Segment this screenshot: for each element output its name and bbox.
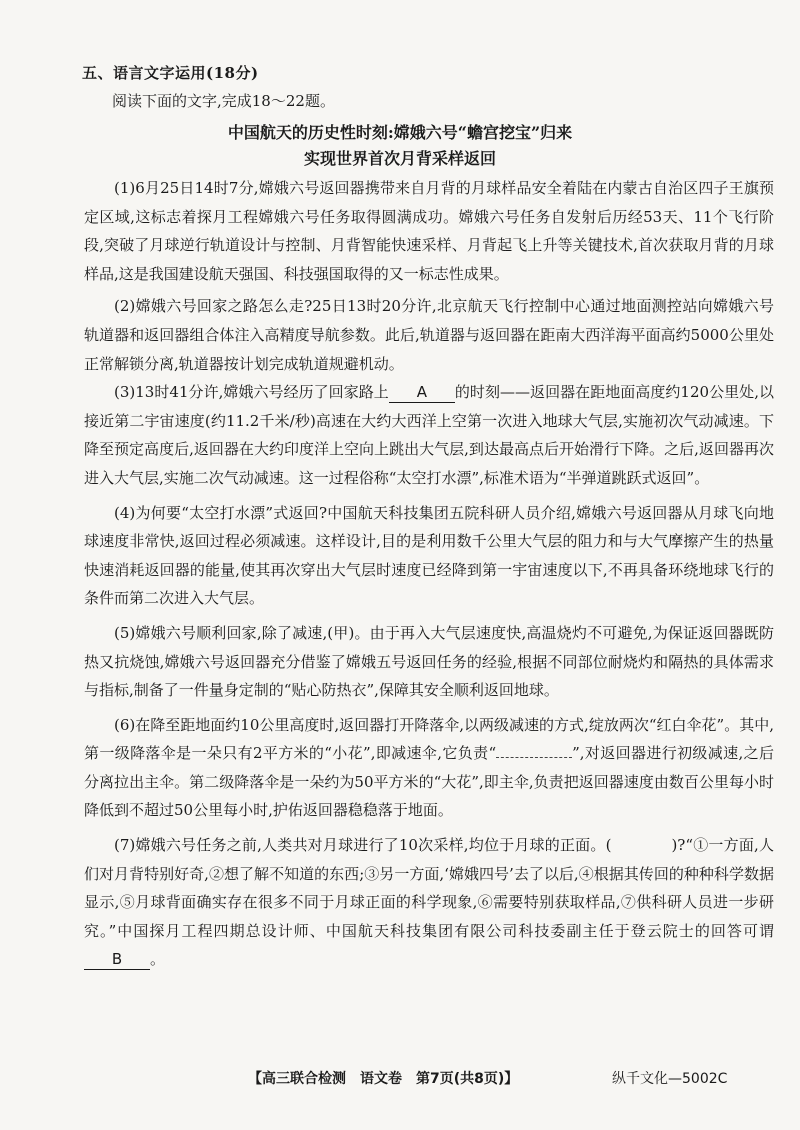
paragraph-7 [84,831,774,974]
blank-b: B [84,949,150,970]
paragraph-3 [84,378,774,492]
paragraph-1: (1)6月25日14时7分,嫦娥六号返回器携带来自月背的月球样品安全着陆在内蒙古自治区四子王旗预定区域,这标志着探月工程嫦娥六号任务取得圆满成功。嫦娥六号任务自发射后历经53天、11个飞行阶段,突破了月球逆行轨道设计与控制、月背智能快速采样、月背起飞上升等关键技术,首次获取月背的月球样品,这是我国建设航天强国、科技强国取得的又一标志性成果。 [84,179,774,283]
exam-footer: 【高三联合检测 语文卷 第7页(共8页)】 [248,1071,519,1087]
article-body [84,174,774,974]
paragraph-6-text-before: (6)在降至距地面约10公里高度时,返回器打开降落伞,以两级减速的方式,绽放两次“红白伞花”。其中,第一级降落伞是一朵只有2平方米的“小花”,即减速伞,它负责“ [84,715,774,763]
paragraph-6 [84,711,774,825]
publisher-code: 纵千文化—5002C [612,1071,728,1087]
reading-instruction: 阅读下面的文字,完成18～22题。 [112,92,335,110]
paragraph-7-text-mid: )?“①一方面,人们对月背特别好奇,②想了解不知道的东西;③另一方面,‘嫦娥四号’去了以后,④根据其传回的种种科学数据显示,⑤月球背面确实存在很多不同于月球正面的科学现象,⑥需要特别获取样品,⑦供科研人员进一步研究。”中国探月工程四期总设计师、中国航天科技集团有限公司科技委副主任于登云院士的回答可谓 [84,836,774,940]
paragraph-2: (2)嫦娥六号回家之路怎么走?25日13时20分许,北京航天飞行控制中心通过地面测控站向嫦娥六号轨道器和返回器组合体注入高精度导航参数。此后,轨道器与返回器在距南大西洋海平面高约5000公里处正常解锁分离,轨道器按计划完成轨道规避机动。 [84,297,774,373]
paragraph-5-text-before: (5)嫦娥六号顺利回家,除了减速,( [114,623,334,642]
paragraph-4: (4)为何要“太空打水漂”式返回?中国航天科技集团五院科研人员介绍,嫦娥六号返回器从月球飞向地球速度非常快,返回过程必须减速。这样设计,目的是利用数千公里大气层的阻力和与大气摩擦产生的热量快速消耗返回器的能量,使其再次穿出大气层时速度已经降到第一宇宙速度以下,不再具备环绕地球飞行的条件而第二次进入大气层。 [84,503,774,608]
paragraph-3-text-after: 的时刻——返回器在距地面高度约120公里处,以接近第二宇宙速度(约11.2千米/秒)高速在大约大西洋上空第一次进入地球大气层,实施初次气动减速。下降至预定高度后,返回器在大约印度洋上空向上跳出大气层,到达最高点后开始滑行下降。之后,返回器再次进入大气层,实施二次气动减速。这一过程俗称“太空打水漂”,标准术语为“半弹道跳跃式返回”。 [84,383,774,487]
article-title-line2: 实现世界首次月背采样返回 [303,149,496,168]
article-title-line1: 中国航天的历史性时刻:嫦娥六号“蟾宫挖宝”归来 [227,123,573,142]
paragraph-3-text-before: (3)13时41分许,嫦娥六号经历了回家路上 [114,383,389,402]
paragraph-7-text-before: (7)嫦娥六号任务之前,人类共对月球进行了10次采样,均位于月球的正面。( [114,836,612,855]
paragraph-6-text-after: ”,对返回器进行初级减速,之后分离拉出主伞。第二级降落伞是一朵约为50平方米的“大花”,即主伞,负责把返回器速度由数百公里每小时降低到不超过50公里每小时,护佑返回器稳稳落于地面。 [84,744,774,820]
blank-wavy [496,741,572,758]
blank-jia: 甲 [333,623,349,642]
paragraph-7-text-end: 。 [150,950,166,969]
paragraph-5-text-after: )。由于再入大气层速度快,高温烧灼不可避免,为保证返回器既防热又抗烧蚀,嫦娥六号返回器充分借鉴了嫦娥五号返回任务的经验,根据不同部位耐烧灼和隔热的具体需求与指标,制备了一件量身定制的“贴心防热衣”,保障其安全顺利返回地球。 [84,623,774,700]
paragraph-5 [84,619,774,705]
blank-a: A [389,382,455,403]
section-heading: 五、语言文字运用(18分) [82,64,259,82]
